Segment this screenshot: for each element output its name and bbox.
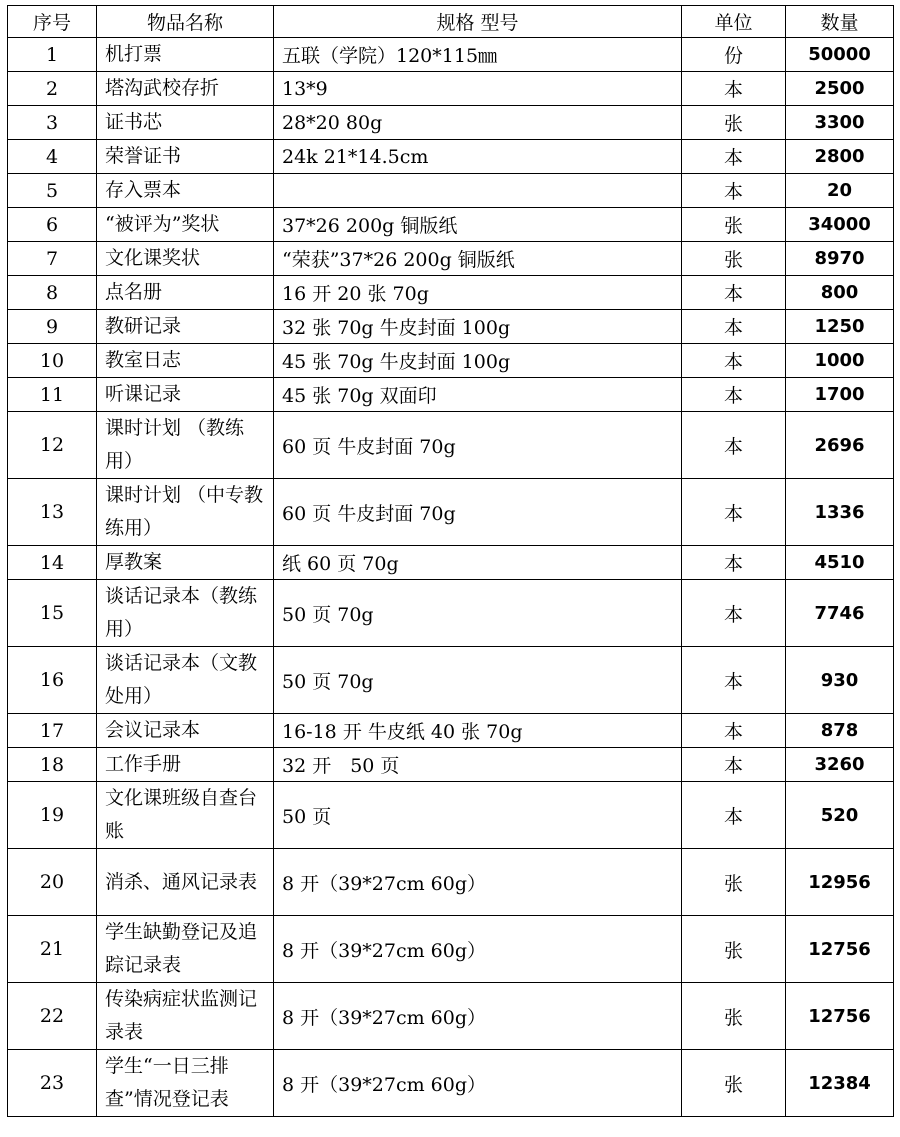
row-unit: 本 xyxy=(682,546,786,580)
row-spec: “荣获”37*26 200g 铜版纸 xyxy=(274,242,682,276)
row-spec: 纸 60 页 70g xyxy=(274,546,682,580)
row-item-name: 厚教案 xyxy=(97,546,274,580)
table-row xyxy=(8,479,894,546)
row-spec: 8 开（39*27cm 60g） xyxy=(274,849,682,916)
row-quantity: 12956 xyxy=(786,849,894,916)
row-quantity: 12756 xyxy=(786,983,894,1050)
row-quantity: 520 xyxy=(786,782,894,849)
table-row xyxy=(8,276,894,310)
table-row xyxy=(8,782,894,849)
row-index: 23 xyxy=(8,1050,97,1117)
row-index: 14 xyxy=(8,546,97,580)
row-unit: 本 xyxy=(682,174,786,208)
row-spec: 50 页 70g xyxy=(274,580,682,647)
row-quantity: 12384 xyxy=(786,1050,894,1117)
table-row xyxy=(8,580,894,647)
table-row xyxy=(8,106,894,140)
row-unit: 张 xyxy=(682,208,786,242)
row-quantity: 2696 xyxy=(786,412,894,479)
row-spec: 50 页 xyxy=(274,782,682,849)
row-quantity: 2500 xyxy=(786,72,894,106)
header-row xyxy=(8,6,894,38)
row-spec: 16-18 开 牛皮纸 40 张 70g xyxy=(274,714,682,748)
header-unit: 单位 xyxy=(682,6,786,38)
table-row xyxy=(8,748,894,782)
row-item-name: 教室日志 xyxy=(97,344,274,378)
row-index: 10 xyxy=(8,344,97,378)
row-spec xyxy=(274,174,682,208)
row-index: 5 xyxy=(8,174,97,208)
row-index: 6 xyxy=(8,208,97,242)
row-spec: 60 页 牛皮封面 70g xyxy=(274,412,682,479)
row-index: 1 xyxy=(8,38,97,72)
row-item-name: 学生“一日三排查”情况登记表 xyxy=(97,1050,274,1117)
row-unit: 本 xyxy=(682,140,786,174)
row-item-name: 课时计划 （教练用） xyxy=(97,412,274,479)
header-item-name: 物品名称 xyxy=(97,6,274,38)
row-quantity: 20 xyxy=(786,174,894,208)
row-index: 9 xyxy=(8,310,97,344)
row-item-name: 证书芯 xyxy=(97,106,274,140)
header-quantity: 数量 xyxy=(786,6,894,38)
supplies-table xyxy=(7,5,894,1117)
table-row xyxy=(8,242,894,276)
table-body xyxy=(8,38,894,1117)
row-unit: 本 xyxy=(682,714,786,748)
row-item-name: 学生缺勤登记及追踪记录表 xyxy=(97,916,274,983)
table-row xyxy=(8,344,894,378)
row-spec: 8 开（39*27cm 60g） xyxy=(274,916,682,983)
row-quantity: 7746 xyxy=(786,580,894,647)
row-unit: 本 xyxy=(682,748,786,782)
row-unit: 本 xyxy=(682,782,786,849)
row-spec: 32 张 70g 牛皮封面 100g xyxy=(274,310,682,344)
row-quantity: 3260 xyxy=(786,748,894,782)
row-item-name: 消杀、通风记录表 xyxy=(97,849,274,916)
row-spec: 28*20 80g xyxy=(274,106,682,140)
table-row xyxy=(8,38,894,72)
table-row xyxy=(8,174,894,208)
row-item-name: 听课记录 xyxy=(97,378,274,412)
row-item-name: 文化课奖状 xyxy=(97,242,274,276)
row-quantity: 878 xyxy=(786,714,894,748)
row-unit: 本 xyxy=(682,479,786,546)
row-unit: 本 xyxy=(682,344,786,378)
row-item-name: 谈话记录本（教练用） xyxy=(97,580,274,647)
table-row xyxy=(8,378,894,412)
row-unit: 份 xyxy=(682,38,786,72)
table-row xyxy=(8,714,894,748)
row-index: 13 xyxy=(8,479,97,546)
row-spec: 13*9 xyxy=(274,72,682,106)
row-unit: 张 xyxy=(682,916,786,983)
row-item-name: 教研记录 xyxy=(97,310,274,344)
row-index: 7 xyxy=(8,242,97,276)
row-quantity: 34000 xyxy=(786,208,894,242)
table-row xyxy=(8,983,894,1050)
row-item-name: 塔沟武校存折 xyxy=(97,72,274,106)
row-index: 11 xyxy=(8,378,97,412)
row-quantity: 800 xyxy=(786,276,894,310)
row-unit: 本 xyxy=(682,378,786,412)
table-row xyxy=(8,849,894,916)
row-quantity: 8970 xyxy=(786,242,894,276)
row-quantity: 50000 xyxy=(786,38,894,72)
row-index: 15 xyxy=(8,580,97,647)
row-spec: 8 开（39*27cm 60g） xyxy=(274,983,682,1050)
row-spec: 45 张 70g 牛皮封面 100g xyxy=(274,344,682,378)
row-unit: 本 xyxy=(682,310,786,344)
row-index: 2 xyxy=(8,72,97,106)
row-item-name: 机打票 xyxy=(97,38,274,72)
row-unit: 本 xyxy=(682,580,786,647)
table-row xyxy=(8,310,894,344)
row-unit: 本 xyxy=(682,412,786,479)
row-item-name: 会议记录本 xyxy=(97,714,274,748)
row-quantity: 1250 xyxy=(786,310,894,344)
row-spec: 16 开 20 张 70g xyxy=(274,276,682,310)
row-quantity: 930 xyxy=(786,647,894,714)
table-row xyxy=(8,546,894,580)
row-item-name: 点名册 xyxy=(97,276,274,310)
row-index: 20 xyxy=(8,849,97,916)
row-spec: 24k 21*14.5cm xyxy=(274,140,682,174)
row-index: 4 xyxy=(8,140,97,174)
row-spec: 50 页 70g xyxy=(274,647,682,714)
row-item-name: 谈话记录本（文教处用） xyxy=(97,647,274,714)
row-item-name: 传染病症状监测记录表 xyxy=(97,983,274,1050)
table-row xyxy=(8,208,894,242)
row-spec: 37*26 200g 铜版纸 xyxy=(274,208,682,242)
table-row xyxy=(8,140,894,174)
row-item-name: 文化课班级自查台账 xyxy=(97,782,274,849)
row-quantity: 4510 xyxy=(786,546,894,580)
row-index: 21 xyxy=(8,916,97,983)
header-spec: 规格 型号 xyxy=(274,6,682,38)
table-row xyxy=(8,1050,894,1117)
header-index: 序号 xyxy=(8,6,97,38)
row-quantity: 2800 xyxy=(786,140,894,174)
row-index: 18 xyxy=(8,748,97,782)
row-index: 16 xyxy=(8,647,97,714)
table-row xyxy=(8,412,894,479)
row-index: 22 xyxy=(8,983,97,1050)
row-quantity: 1700 xyxy=(786,378,894,412)
row-index: 19 xyxy=(8,782,97,849)
row-item-name: 课时计划 （中专教练用） xyxy=(97,479,274,546)
row-item-name: 存入票本 xyxy=(97,174,274,208)
row-unit: 张 xyxy=(682,1050,786,1117)
row-quantity: 1000 xyxy=(786,344,894,378)
table-row xyxy=(8,647,894,714)
row-unit: 张 xyxy=(682,242,786,276)
row-index: 12 xyxy=(8,412,97,479)
row-quantity: 1336 xyxy=(786,479,894,546)
row-spec: 60 页 牛皮封面 70g xyxy=(274,479,682,546)
row-spec: 32 开 50 页 xyxy=(274,748,682,782)
row-spec: 五联（学院）120*115㎜ xyxy=(274,38,682,72)
row-quantity: 12756 xyxy=(786,916,894,983)
row-index: 3 xyxy=(8,106,97,140)
row-unit: 张 xyxy=(682,106,786,140)
table-row xyxy=(8,916,894,983)
row-unit: 张 xyxy=(682,849,786,916)
row-index: 17 xyxy=(8,714,97,748)
row-spec: 8 开（39*27cm 60g） xyxy=(274,1050,682,1117)
row-index: 8 xyxy=(8,276,97,310)
table-row xyxy=(8,72,894,106)
row-item-name: 荣誉证书 xyxy=(97,140,274,174)
row-item-name: “被评为”奖状 xyxy=(97,208,274,242)
row-unit: 本 xyxy=(682,72,786,106)
row-unit: 张 xyxy=(682,983,786,1050)
row-unit: 本 xyxy=(682,276,786,310)
row-item-name: 工作手册 xyxy=(97,748,274,782)
row-spec: 45 张 70g 双面印 xyxy=(274,378,682,412)
row-quantity: 3300 xyxy=(786,106,894,140)
row-unit: 本 xyxy=(682,647,786,714)
